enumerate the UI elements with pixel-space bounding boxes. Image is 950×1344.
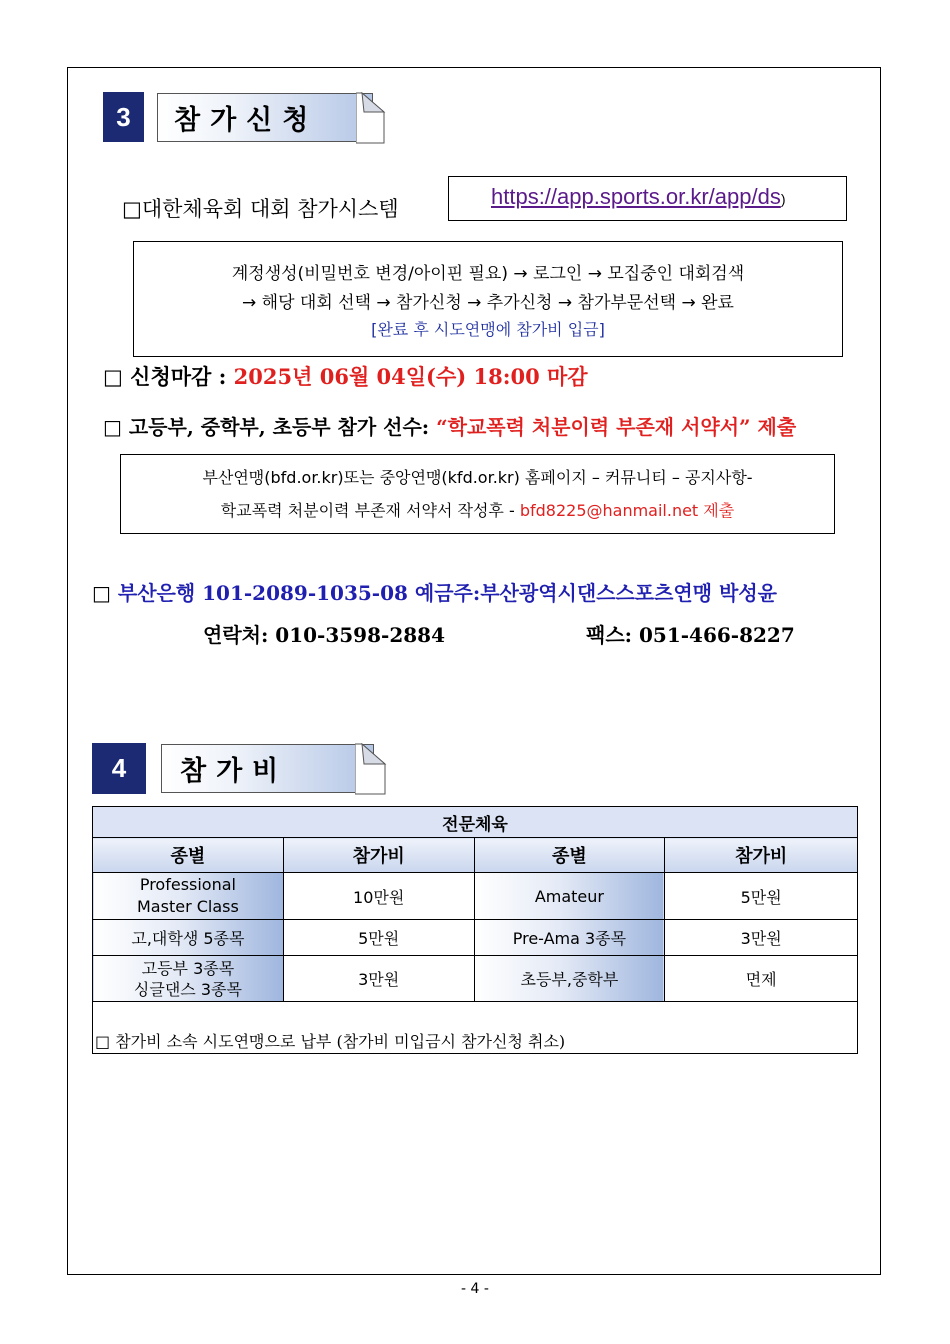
table-row xyxy=(93,920,858,956)
table-row xyxy=(93,956,858,1002)
pledge-row xyxy=(103,411,796,440)
col-header-category: 종별 xyxy=(474,838,665,873)
category-cell: 고,대학생 5종목 xyxy=(93,920,284,956)
category-cell: Professional Master Class xyxy=(93,873,284,920)
fee-cell: 10만원 xyxy=(283,873,474,920)
contact-phone: 연락처: 010-3598-2884 xyxy=(203,623,445,647)
url-suffix: ) xyxy=(780,191,786,207)
category-cell: Pre-Ama 3종목 xyxy=(474,920,665,956)
steps-line2: → 해당 대회 선택 → 참가신청 → 추가신청 → 참가부문선택 → 완료 xyxy=(242,293,734,313)
pledge-email[interactable]: bfd8225@hanmail.net 제출 xyxy=(519,501,735,520)
fee-cell: 면제 xyxy=(665,956,858,1002)
col-header-fee: 참가비 xyxy=(283,838,474,873)
section4-title: 참가비 xyxy=(161,744,374,793)
folded-corner-icon xyxy=(355,743,387,795)
section4-number: 4 xyxy=(92,743,146,794)
fee-table xyxy=(92,806,858,1002)
pledge-label: □ 고등부, 중학부, 초등부 참가 선수: xyxy=(103,415,437,439)
table-row xyxy=(93,873,858,920)
deadline-row xyxy=(103,361,588,391)
steps-line1: 계정생성(비밀번호 변경/아이핀 필요) → 로그인 → 모집중인 대회검색 xyxy=(231,264,745,284)
bank-checkbox: □ xyxy=(92,581,111,605)
section3-number: 3 xyxy=(103,92,144,142)
url-text[interactable]: https://app.sports.or.kr/app/ds xyxy=(491,184,781,209)
fee-cell: 3만원 xyxy=(283,956,474,1002)
fee-cell: 3만원 xyxy=(665,920,858,956)
fee-table-caption: 전문체육 xyxy=(93,807,858,838)
system-label: □대한체육회 대회 참가시스템 xyxy=(122,197,399,221)
pledge-line2 xyxy=(120,498,835,521)
fee-cell: 5만원 xyxy=(665,873,858,920)
folded-corner-icon xyxy=(356,92,386,144)
page-number: - 4 - xyxy=(461,1281,489,1297)
category-cell: 고등부 3종목 싱글댄스 3종목 xyxy=(93,956,284,1002)
bank-row xyxy=(92,577,777,606)
col-header-category: 종별 xyxy=(93,838,284,873)
deadline-label: □ 신청마감 : xyxy=(103,364,234,389)
pledge-value: “학교폭력 처분이력 부존재 서약서” 제출 xyxy=(436,415,797,439)
url-link[interactable] xyxy=(491,184,786,210)
pledge-line2-text: 학교폭력 처분이력 부존재 서약서 작성후 - xyxy=(220,501,520,520)
steps-note: [완료 후 시도연맹에 참가비 입금] xyxy=(371,320,605,339)
fee-cell: 5만원 xyxy=(283,920,474,956)
category-cell: 초등부,중학부 xyxy=(474,956,665,1002)
fee-note: □ 참가비 소속 시도연맹으로 납부 (참가비 미입금시 참가신청 취소) xyxy=(95,1032,566,1051)
bank-account: 부산은행 101-2089-1035-08 예금주:부산광역시댄스스포츠연맹 박성윤 xyxy=(117,581,777,605)
category-cell: Amateur xyxy=(474,873,665,920)
col-header-fee: 참가비 xyxy=(665,838,858,873)
deadline-value: 2025년 06월 04일(수) 18:00 마감 xyxy=(233,364,588,389)
contact-fax: 팩스: 051-466-8227 xyxy=(586,623,795,647)
pledge-line1: 부산연맹(bfd.or.kr)또는 중앙연맹(kfd.or.kr) 홈페이지 – 커뮤니티 – 공지사항- xyxy=(202,468,753,487)
section3-title: 참가신청 xyxy=(157,93,373,142)
